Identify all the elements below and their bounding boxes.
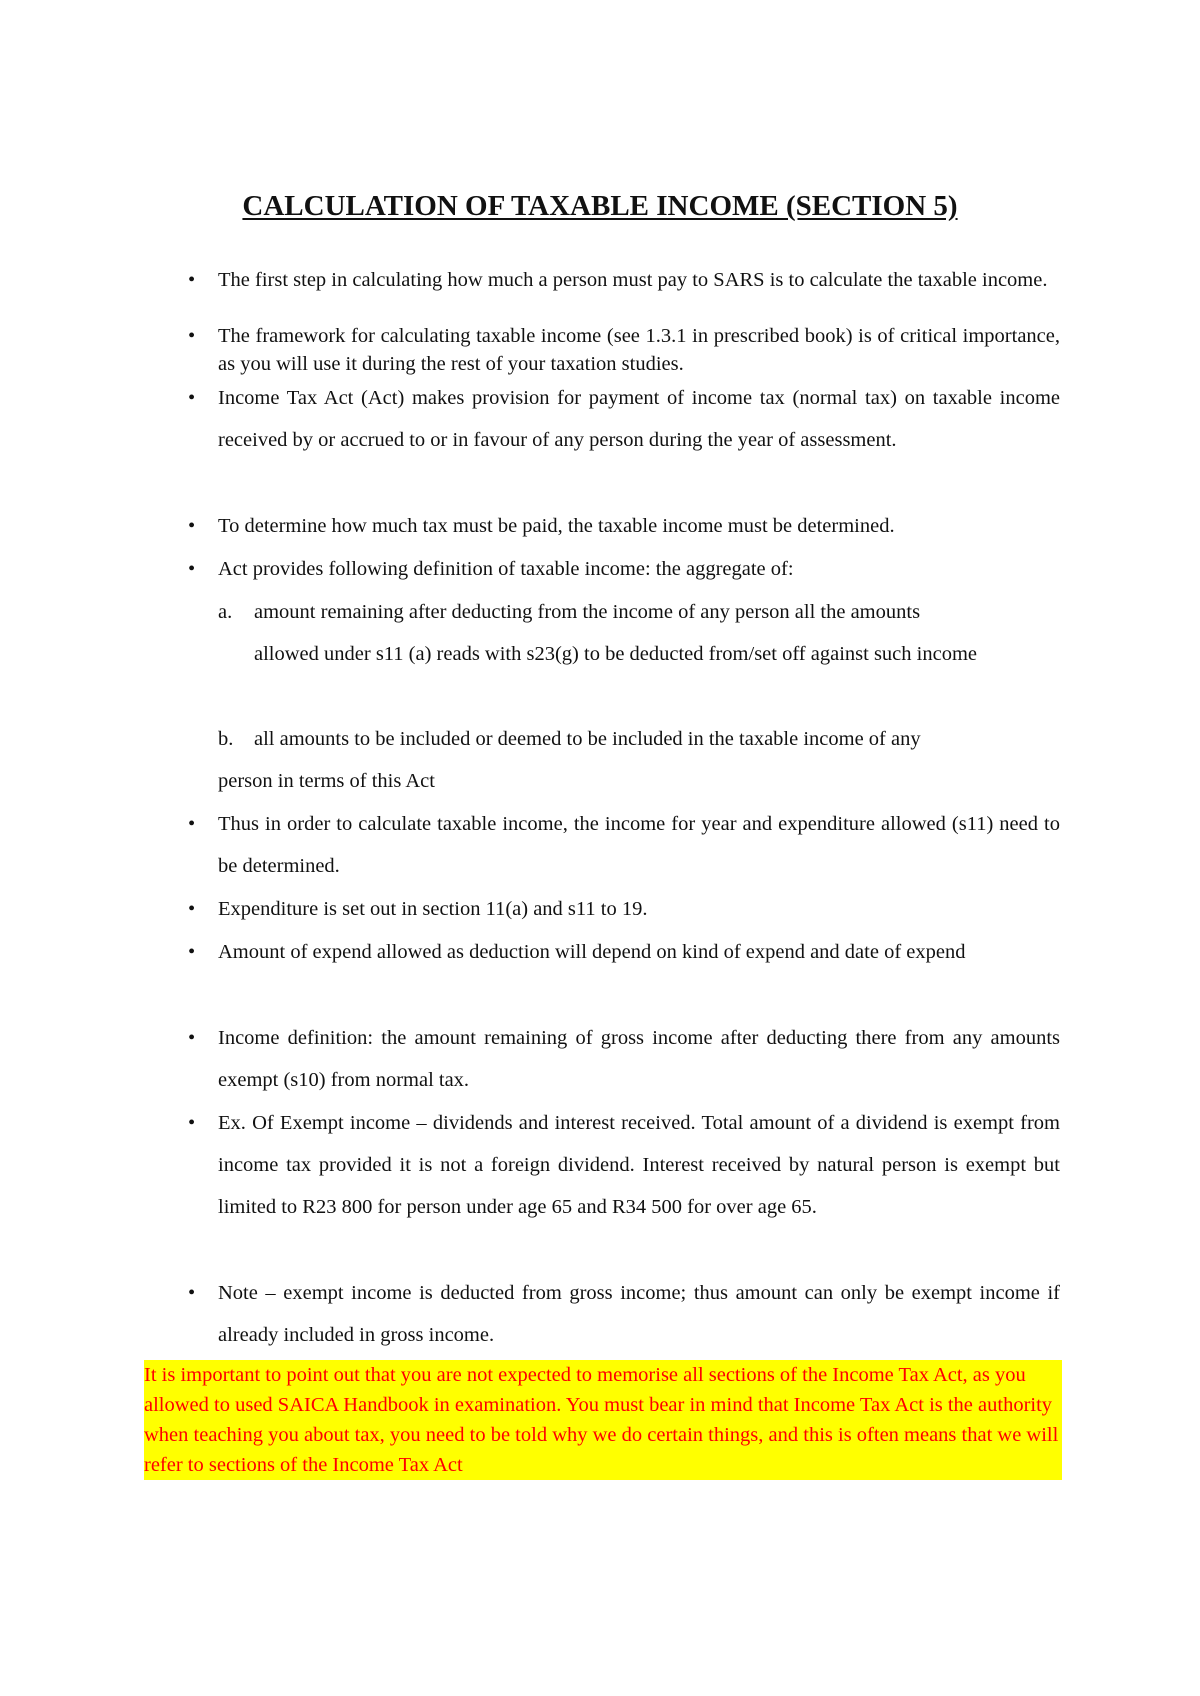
list-item [188,322,1060,378]
sub-item-first-line: amount remaining after deducting from the income of any person all the amounts [254,601,921,623]
bullet-icon: • [188,515,196,537]
bullet-icon: • [188,813,196,835]
highlighted-note-text: It is important to point out that you are not expected to memorise all sections of the Income Tax Act, as you allowed to used SAICA Handbook in examination. You must bear in mind that Income Tax Act is the authority when teaching you about tax, you need to be told why we do certain things, and this is often means that we will refer to sections of the Income Tax Act [144,1364,1059,1476]
list-item-text: Ex. Of Exempt income – dividends and interest received. Total amount of a dividend is exempt from income tax provided it is not a foreign dividend. Interest received by natural person is exempt but limited to R23 800 for person under age 65 and R34 500 for over age 65. [218,1112,1060,1218]
list-item [188,548,1060,590]
bullet-icon: • [188,1112,196,1134]
list-item-text: Income definition: the amount remaining of gross income after deducting there from any amounts exempt (s10) from normal tax. [218,1027,1060,1091]
bullet-icon: • [188,269,196,291]
sub-item-continuation: allowed under s11 (a) reads with s23(g) to be deducted from/set off against such income [254,643,977,665]
page-title: CALCULATION OF TAXABLE INCOME (SECTION 5) [242,190,958,222]
list-item [188,266,1060,294]
list-item-text: Thus in order to calculate taxable income, the income for year and expenditure allowed (s11) need to be determined. [218,813,1060,877]
sub-item-continuation: person in terms of this Act [218,770,435,792]
list-item-text: Amount of expend allowed as deduction will depend on kind of expend and date of expend [218,941,966,963]
bullet-icon: • [188,1282,196,1304]
list-item [188,888,1060,930]
list-item [188,1017,1060,1101]
list-item-text: Note – exempt income is deducted from gross income; thus amount can only be exempt income if already included in gross income. [218,1282,1060,1346]
list-item-text: Income Tax Act (Act) makes provision for payment of income tax (normal tax) on taxable income received by or accrued to or in favour of any person during the year of assessment. [218,387,1060,451]
sub-item-first-line: all amounts to be included or deemed to be included in the taxable income of any [254,728,921,750]
sub-item-b [218,718,1060,802]
list-item-text: To determine how much tax must be paid, the taxable income must be determined. [218,515,895,537]
bullet-icon: • [188,941,196,963]
list-item-text: Expenditure is set out in section 11(a) and s11 to 19. [218,898,648,920]
bullet-icon: • [188,325,196,347]
list-item-text: The first step in calculating how much a person must pay to SARS is to calculate the taxable income. [218,269,1048,291]
sub-item-marker: a. [218,601,233,623]
list-item-text: The framework for calculating taxable income (see 1.3.1 in prescribed book) is of critical importance, as you will use it during the rest of your taxation studies. [218,325,1060,375]
list-item [188,1272,1060,1356]
list-item [188,931,1060,973]
bullet-icon: • [188,898,196,920]
highlighted-note [144,1360,1062,1480]
bullet-icon: • [188,1027,196,1049]
list-item [188,377,1060,461]
bullet-icon: • [188,558,196,580]
bullet-icon: • [188,387,196,409]
list-item-text: Act provides following definition of taxable income: the aggregate of: [218,558,794,580]
list-item [188,803,1060,887]
sub-item-marker: b. [218,728,234,750]
sub-item-a [218,591,1060,675]
list-item [188,505,1060,547]
list-item [188,1102,1060,1228]
